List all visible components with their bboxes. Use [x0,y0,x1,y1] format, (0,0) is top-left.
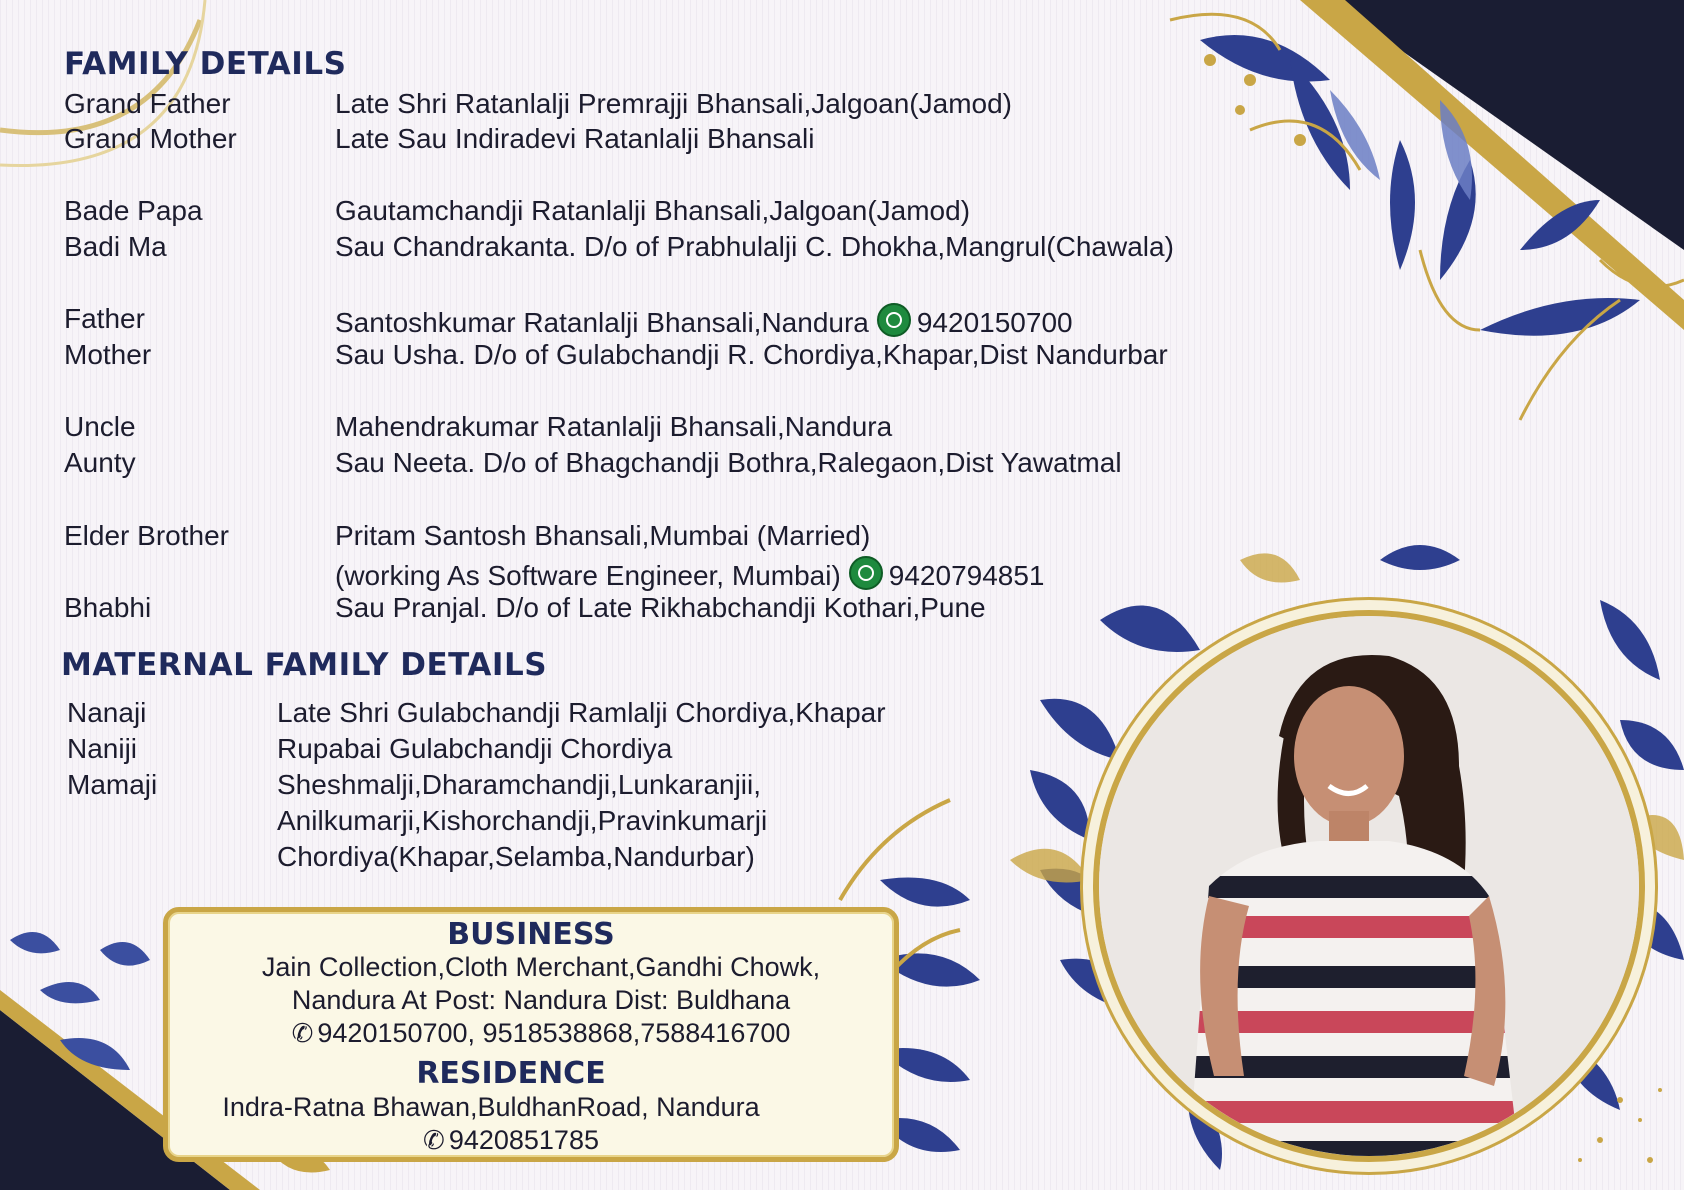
maternal-value: Rupabai Gulabchandji Chordiya [277,733,673,764]
family-label: Bade Papa [64,195,203,226]
family-value: Santoshkumar Ratanlalji Bhansali,Nandura [335,307,869,338]
maternal-value: Sheshmalji,Dharamchandji,Lunkaranjii, [277,769,762,800]
family-value: Sau Pranjal. D/o of Late Rikhabchandji Kothari,Pune [335,592,986,623]
family-value: (working As Software Engineer, Mumbai) [335,560,841,591]
residence-address: Indra-Ratna Bhawan,BuldhanRoad, Nandura [222,1092,760,1122]
phone-icon: ✆ [423,1125,445,1155]
family-label: Mother [64,339,152,370]
family-value: Pritam Santosh Bhansali,Mumbai (Married) [335,520,871,551]
family-value: Gautamchandji Ratanlalji Bhansali,Jalgoan(Jamod) [335,195,971,226]
maternal-value: Late Shri Gulabchandji Ramlalji Chordiya,Khapar [277,697,886,728]
family-value: Late Shri Ratanlalji Premrajji Bhansali,Jalgoan(Jamod) [335,88,1012,119]
profile-photo [1093,610,1645,1162]
maternal-value: Anilkumarji,Kishorchandji,Pravinkumarji [277,805,768,836]
maternal-value: Chordiya(Khapar,Selamba,Nandurbar) [277,841,755,872]
whatsapp-icon [877,303,911,337]
family-label: Grand Mother [64,123,237,154]
business-residence-box [163,907,899,1162]
maternal-details-heading: MATERNAL FAMILY DETAILS [61,647,548,683]
business-phones: 9420150700, 9518538868,7588416700 [317,1018,791,1048]
family-details-heading: FAMILY DETAILS [64,46,347,82]
family-label: Uncle [64,411,136,442]
business-phones-row [178,1018,904,1049]
family-label: Badi Ma [64,231,167,262]
business-line-1: Jain Collection,Cloth Merchant,Gandhi Chowk, [261,952,821,982]
family-value-with-phone [335,556,1045,592]
family-value: Sau Chandrakanta. D/o of Prabhulalji C. Dhokha,Mangrul(Chawala) [335,231,1174,262]
business-heading: BUSINESS [447,917,615,952]
phone-icon: ✆ [291,1018,314,1048]
maternal-label: Nanaji [67,697,147,728]
family-label: Father [64,303,145,334]
maternal-label: Naniji [67,733,138,764]
residence-heading: RESIDENCE [416,1056,606,1091]
family-value: Sau Neeta. D/o of Bhagchandji Bothra,Ralegaon,Dist Yawatmal [335,447,1122,478]
family-value: Late Sau Indiradevi Ratanlalji Bhansali [335,123,815,154]
family-label: Aunty [64,447,136,478]
business-line-2: Nandura At Post: Nandura Dist: Buldhana [291,985,791,1015]
maternal-label: Mamaji [67,769,158,800]
family-value: Mahendrakumar Ratanlalji Bhansali,Nandura [335,411,893,442]
family-label: Bhabhi [64,592,152,623]
family-value: Sau Usha. D/o of Gulabchandji R. Chordiya,Khapar,Dist Nandurbar [335,339,1168,370]
father-phone: 9420150700 [916,307,1073,338]
family-value-with-phone [335,303,1073,339]
family-label: Elder Brother [64,520,229,551]
residence-phone: 9420851785 [448,1125,599,1155]
portrait-illustration [1099,616,1639,1156]
whatsapp-icon [849,556,883,590]
residence-phone-row [148,1125,874,1156]
family-label: Grand Father [64,88,231,119]
brother-phone: 9420794851 [888,560,1045,591]
